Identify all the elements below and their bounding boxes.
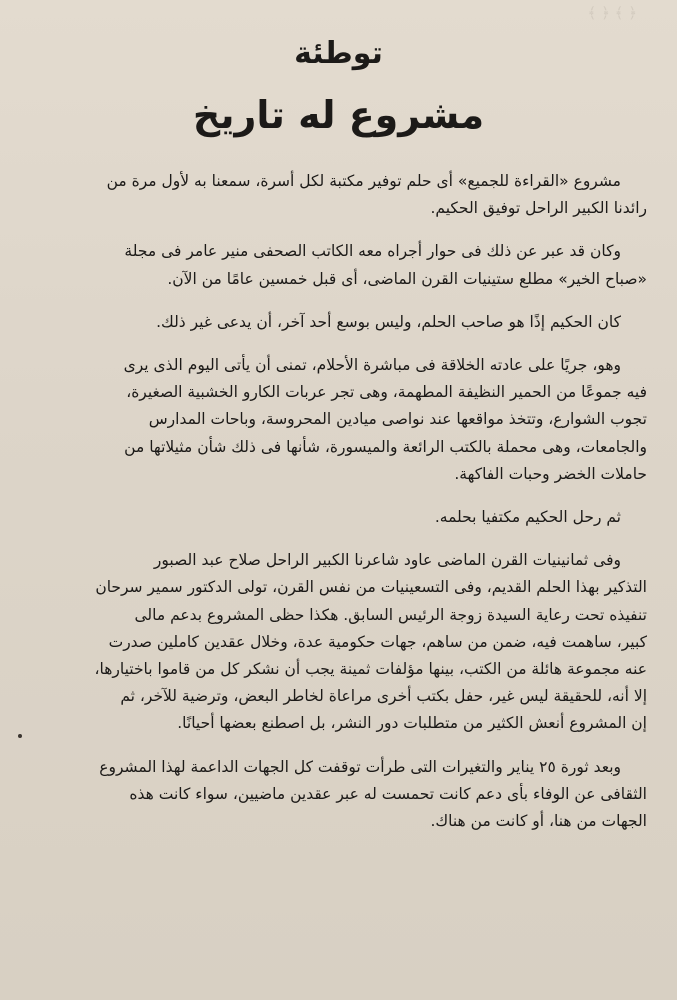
text-line: تنفيذه تحت رعاية السيدة زوجة الرئيس السابق. هكذا حظى المشروع بدعم مالى [134, 605, 647, 624]
text-line: وكان قد عبر عن ذلك فى حوار أجراه معه الكاتب الصحفى منير عامر فى مجلة [124, 242, 621, 261]
text-line: حاملات الخضر وحبات الفاكهة. [454, 464, 647, 483]
page-header [0, 34, 677, 140]
section-overline: توطئة [294, 36, 383, 71]
text-line: ثم رحل الحكيم مكتفيا بحلمه. [434, 508, 621, 527]
text-line: عنه مجموعة هائلة من الكتب، بينها مؤلفات ثمينة يجب أن نشكر كل من قاموا باختيارها، [94, 660, 647, 679]
text-line: «صباح الخير» مطلع ستينيات القرن الماضى، أى قبل خمسين عامًا من الآن. [167, 269, 647, 288]
text-line: التذكير بهذا الحلم القديم، وفى التسعينيات من نفس القرن، تولى الدكتور سمير سرحان [95, 578, 647, 597]
text-line: مشروع «القراءة للجميع» أى حلم توفير مكتبة لكل أسرة، سمعنا به لأول مرة من [106, 172, 621, 190]
body-text [12, 168, 647, 843]
text-line: وبعد ثورة ٢٥ يناير والتغيرات التى طرأت توقفت كل الجهات الداعمة لهذا المشروع [99, 757, 621, 776]
text-line: تجوب الشوارع، وتتخذ مواقعها عند نواصى ميادين المحروسة، وباحات المدارس [148, 410, 647, 429]
ink-dot [18, 734, 22, 738]
text-line: كان الحكيم إذًا هو صاحب الحلم، وليس بوسع أحد آخر، أن يدعى غير ذلك. [156, 312, 621, 331]
paragraph-5 [12, 504, 647, 531]
text-line: الثقافى عن الوفاء بأى دعم كانت تحمست له عبر عقدين ماضيين، سواء كانت هذه [129, 784, 647, 803]
paragraph-1 [12, 168, 647, 222]
text-line: إن المشروع أنعش الكثير من متطلبات دور النشر، بل اصطنع بعضها أحيانًا. [177, 714, 647, 733]
text-line: الجهات من هنا، أو كانت من هناك. [430, 812, 647, 831]
text-line: وفى ثمانينيات القرن الماضى عاود شاعرنا الكبير الراحل صلاح عبد الصبور [153, 551, 621, 570]
text-line: والجامعات، وهى محملة بالكتب الرائعة والميسورة، شأنها فى ذلك شأن مثيلاتها من [124, 437, 647, 456]
text-line: فيه جموعًا من الحمير النظيفة المطهمة، وهى تجر عربات الكارو الخشبية الصغيرة، [126, 383, 647, 402]
text-line: رائدنا الكبير الراحل توفيق الحكيم. [430, 199, 647, 218]
page-title: مشروع له تاريخ [192, 93, 485, 137]
paragraph-7 [12, 754, 647, 836]
paragraph-2 [12, 238, 647, 292]
text-line: إلا أنه، للحقيقة ليس غير، حفل بكتب أخرى مراعاة لخاطر البعض، وترضية للآخر، ثم [120, 687, 647, 706]
text-line: وهو، جريًا على عادته الخلاقة فى مباشرة الأحلام، تمنى أن يأتى اليوم الذى يرى [123, 356, 621, 375]
text-line: كبير، ساهمت فيه، ضمن من ساهم، جهات حكومية عدة، وخلال عقدين كاملين صدرت [108, 632, 647, 651]
paragraph-4 [12, 352, 647, 488]
bleed-through-text: ﴿ ﴾ ﴿ ﴾ [587, 4, 637, 22]
paragraph-6 [12, 547, 647, 737]
paragraph-3 [12, 309, 647, 336]
